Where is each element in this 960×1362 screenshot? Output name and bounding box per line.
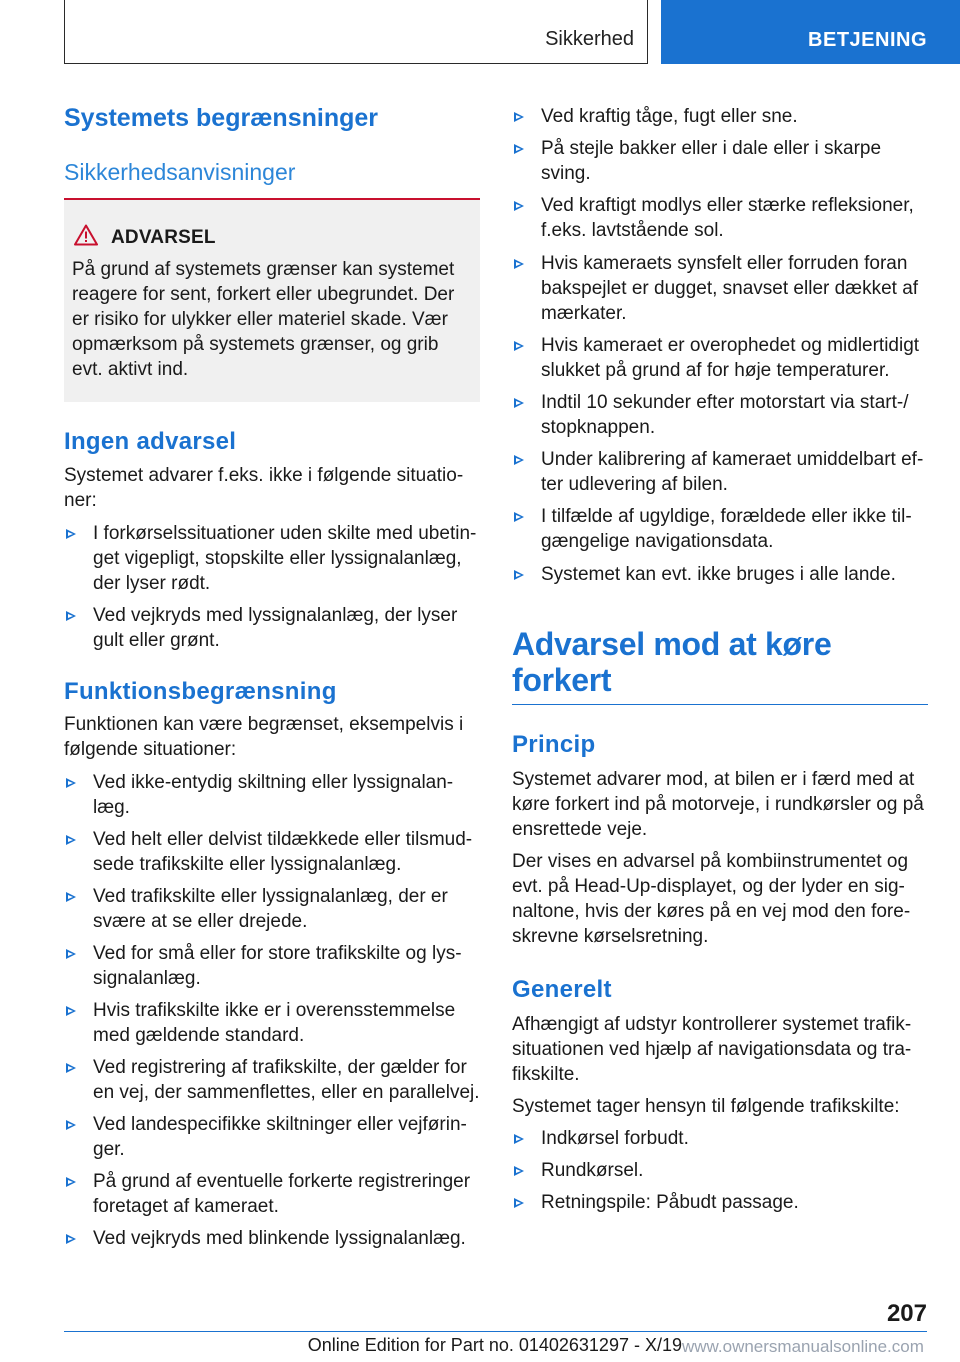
bullet-triangle-icon <box>514 570 524 580</box>
list-item <box>512 1126 928 1151</box>
bullet-triangle-icon <box>514 1198 524 1208</box>
principle-paragraph-2 <box>512 849 928 949</box>
text-line: signalanlæg. <box>93 968 201 989</box>
list-item <box>512 1190 928 1215</box>
text-line: Systemet tager hensyn til følgende trafikskilte: <box>512 1096 900 1117</box>
text-line: der lyser rødt. <box>93 573 211 594</box>
text-line: læg. <box>93 797 130 818</box>
text-line: Retningspile: Påbudt passage. <box>541 1192 799 1213</box>
text-line: situationen ved hjælp af navigationsdata og tra- <box>512 1039 912 1060</box>
text-line: På stejle bakker eller i dale eller i skarpe <box>541 138 882 159</box>
limitation-intro <box>64 712 480 762</box>
bullet-triangle-icon <box>66 1006 76 1016</box>
text-line: Funktionen kan være begrænset, eksempelvis i <box>64 714 464 735</box>
text-line: Ved helt eller delvist tildækkede eller tilsmud- <box>93 829 473 850</box>
list-item <box>64 770 480 820</box>
heading-principle: Princip <box>512 731 596 758</box>
page-number: 207 <box>886 1300 927 1327</box>
text-line: evt. på Head-Up-displayet, og der lyder en sig- <box>512 876 905 897</box>
warning-triangle-icon <box>74 224 98 246</box>
text-line: Ved vejkryds med blinkende lyssignalanlæg. <box>93 1228 466 1249</box>
no-warning-intro <box>64 463 480 513</box>
text-line: sving. <box>541 163 591 184</box>
bullet-triangle-icon <box>514 398 524 408</box>
bullet-triangle-icon <box>514 259 524 269</box>
bullet-triangle-icon <box>514 144 524 154</box>
text-line: bakspejlet er dugget, snavset eller dækket af <box>541 278 919 299</box>
title-rule <box>512 704 928 705</box>
text-line: I forkørselssituationer uden skilte med ubetin- <box>93 523 477 544</box>
bullet-triangle-icon <box>66 611 76 621</box>
list-item <box>64 998 480 1048</box>
bullet-triangle-icon <box>66 778 76 788</box>
list-item <box>64 827 480 877</box>
bullet-triangle-icon <box>66 1063 76 1073</box>
list-item <box>512 504 928 554</box>
principle-paragraph-1 <box>512 767 928 842</box>
bullet-triangle-icon <box>514 512 524 522</box>
text-line: get vigepligt, stopskilte eller lyssignalanlæg, <box>93 548 462 569</box>
text-line: ger. <box>93 1139 125 1160</box>
text-line: ner: <box>64 490 97 511</box>
bullet-triangle-icon <box>514 201 524 211</box>
bullet-triangle-icon <box>66 1120 76 1130</box>
page-title: Systemets begrænsninger <box>64 104 378 132</box>
bullet-triangle-icon <box>66 529 76 539</box>
bullet-triangle-icon <box>514 1134 524 1144</box>
title-line: Advarsel mod at køre <box>512 626 832 662</box>
text-line: Der vises en advarsel på kombiinstrumentet og <box>512 851 909 872</box>
header-chapter-tab <box>661 0 960 64</box>
text-line: På grund af eventuelle forkerte registreringer <box>93 1171 471 1192</box>
footer-edition: Online Edition for Part no. 01402631297 - X/19 <box>307 1335 682 1355</box>
title-line: forkert <box>512 662 612 698</box>
text-line: en vej, der sammenflettes, eller en parallelvej. <box>93 1082 480 1103</box>
list-item <box>64 521 480 596</box>
header-section-title: Sikkerhed <box>545 28 634 50</box>
text-line: fikskilte. <box>512 1064 580 1085</box>
text-line: sede trafikskilte eller lyssignalanlæg. <box>93 854 402 875</box>
general-paragraph-2 <box>512 1094 928 1119</box>
bullet-triangle-icon <box>66 835 76 845</box>
list-item <box>512 193 928 243</box>
bullet-triangle-icon <box>514 1166 524 1176</box>
bullet-triangle-icon <box>66 1234 76 1244</box>
list-item <box>64 941 480 991</box>
text-line: Ved registrering af trafikskilte, der gælder for <box>93 1057 467 1078</box>
text-line: Rundkørsel. <box>541 1160 644 1181</box>
warning-line: På grund af systemets grænser kan systemet <box>72 259 455 280</box>
chapter-title-wrong-way <box>512 626 928 698</box>
text-line: Ved ikke-entydig skiltning eller lyssignalan- <box>93 772 454 793</box>
list-item <box>64 884 480 934</box>
list-item <box>512 333 928 383</box>
text-line: stopknappen. <box>541 417 656 438</box>
text-line: Hvis kameraets synsfelt eller forruden foran <box>541 253 908 274</box>
header-chapter-label: BETJENING <box>808 29 927 51</box>
bullet-triangle-icon <box>514 455 524 465</box>
list-item <box>512 390 928 440</box>
watermark: www.ownersmanualsonline.com <box>682 1337 924 1356</box>
text-line: Ved landespecifikke skiltninger eller vejførin- <box>93 1114 467 1135</box>
text-line: Indkørsel forbudt. <box>541 1128 689 1149</box>
heading-limitation: Funktionsbegrænsning <box>64 678 337 705</box>
heading-no-warning: Ingen advarsel <box>64 428 237 455</box>
general-paragraph-1 <box>512 1012 928 1087</box>
text-line: med gældende standard. <box>93 1025 305 1046</box>
text-line: Hvis kameraet er overophedet og midlertidigt <box>541 335 920 356</box>
text-line: foretaget af kameraet. <box>93 1196 279 1217</box>
list-item <box>512 136 928 186</box>
text-line: køre forkert ind på motorveje, i rundkørsler og på <box>512 794 924 815</box>
text-line: Under kalibrering af kameraet umiddelbart ef- <box>541 449 924 470</box>
footer-rule <box>64 1331 927 1332</box>
text-line: gult eller grønt. <box>93 630 220 651</box>
text-line: Indtil 10 sekunder efter motorstart via start-/ <box>541 392 909 413</box>
warning-line: opmærksom på systemets grænser, og grib <box>72 334 439 355</box>
text-line: svære at se eller drejede. <box>93 911 308 932</box>
bullet-triangle-icon <box>66 949 76 959</box>
text-line: slukket på grund af for høje temperaturer. <box>541 360 890 381</box>
text-line: Systemet kan evt. ikke bruges i alle lande. <box>541 564 896 585</box>
text-line: Ved vejkryds med lyssignalanlæg, der lyser <box>93 605 458 626</box>
text-line: følgende situationer: <box>64 739 237 760</box>
warning-line: evt. aktivt ind. <box>72 359 189 380</box>
list-item <box>64 1055 480 1105</box>
bullet-triangle-icon <box>514 112 524 122</box>
warning-line: er risiko for ulykker eller materiel skade. Vær <box>72 309 448 330</box>
bullet-triangle-icon <box>66 1177 76 1187</box>
text-line: ter udlevering af bilen. <box>541 474 728 495</box>
text-line: Hvis trafikskilte ikke er i overensstemmelse <box>93 1000 456 1021</box>
list-item <box>64 1226 480 1251</box>
text-line: Afhængigt af udstyr kontrollerer systemet trafik- <box>512 1014 912 1035</box>
heading-general: Generelt <box>512 976 612 1003</box>
list-item <box>512 104 928 129</box>
text-line: Ved for små eller for store trafikskilte og lys- <box>93 943 462 964</box>
list-item <box>512 251 928 326</box>
list-item <box>64 1169 480 1219</box>
list-item <box>512 447 928 497</box>
list-item <box>64 603 480 653</box>
text-line: Ved kraftig tåge, fugt eller sne. <box>541 106 798 127</box>
section-subtitle: Sikkerhedsanvisninger <box>64 159 296 185</box>
text-line: ensrettede veje. <box>512 819 648 840</box>
text-line: Ved kraftigt modlys eller stærke refleksioner, <box>541 195 914 216</box>
warning-text <box>72 257 472 382</box>
list-item <box>64 1112 480 1162</box>
text-line: f.eks. lavtstående sol. <box>541 220 724 241</box>
list-item <box>512 1158 928 1183</box>
text-line: Systemet advarer f.eks. ikke i følgende situatio- <box>64 465 464 486</box>
warning-label: ADVARSEL <box>111 227 216 248</box>
text-line: naltone, hvis der køres på en vej mod den fore- <box>512 901 911 922</box>
warning-line: reagere for sent, forkert eller ubegrundet. Der <box>72 284 455 305</box>
text-line: Ved trafikskilte eller lyssignalanlæg, der er <box>93 886 448 907</box>
text-line: I tilfælde af ugyldige, forældede eller ikke til- <box>541 506 912 527</box>
text-line: mærkater. <box>541 303 627 324</box>
text-line: Systemet advarer mod, at bilen er i færd med at <box>512 769 915 790</box>
bullet-triangle-icon <box>514 341 524 351</box>
text-line: skrevne kørselsretning. <box>512 926 709 947</box>
warning-box <box>64 200 480 402</box>
list-item <box>512 562 928 587</box>
bullet-triangle-icon <box>66 892 76 902</box>
text-line: gængelige navigationsdata. <box>541 531 774 552</box>
